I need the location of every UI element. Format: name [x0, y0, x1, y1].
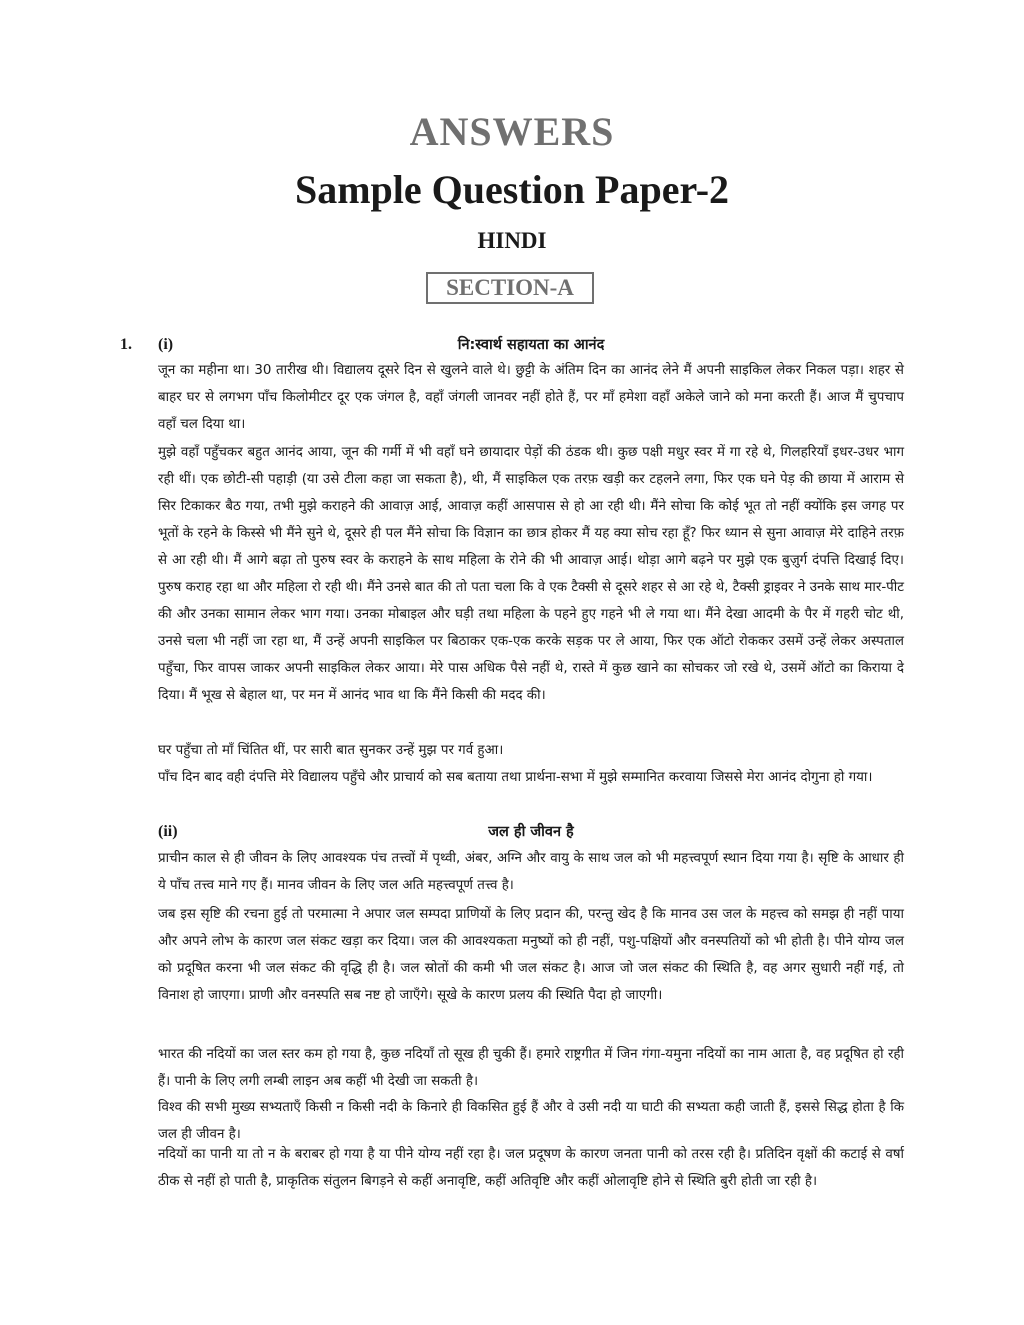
- paragraph: विश्व की सभी मुख्य सभ्यताएँ किसी न किसी नदी के किनारे ही विकसित हुई हैं और वे उसी नदी या घाटी की सभ्यता कही जाती हैं, इससे सिद्ध होता है कि जल ही जीवन है।: [158, 1100, 904, 1142]
- paragraph: नदियों का पानी या तो न के बराबर हो गया है या पीने योग्य नहीं रहा है। जल प्रदूषण के कारण जनता पानी को तरस रही है। प्रतिदिन वृक्षों की कटाई से वर्षा ठीक से नहीं हो पाती है, प्राकृतिक संतुलन बिगड़ने से कहीं अनावृष्टि, कहीं अतिवृष्टि और कहीं ओलावृष्टि होने से स्थिति बुरी होती जा रही है।: [158, 1147, 904, 1189]
- paragraph: मुझे वहाँ पहुँचकर बहुत आनंद आया, जून की गर्मी में भी वहाँ घने छायादार पेड़ों की ठंडक थी। कुछ पक्षी मधुर स्वर में गा रहे थे, गिलहरियाँ इधर-उधर भाग रही थीं। एक छोटी-सी पहाड़ी (या उसे टीला कहा जा सकता है), थी, मैं साइकिल एक तरफ़ खड़ी कर टहलने लगा, फिर एक घने पेड़ की छाया में आराम से सिर टिकाकर बैठ गया, तभी मुझे कराहने की आवाज़ आई, आवाज़ कहीं आसपास से हो आ रही थी। मैंने सोचा कि कोई भूत तो नहीं क्योंकि इस जगह पर भूतों के रहने के किस्से भी मैंने सुने थे, दूसरे ही पल मैंने सोचा कि विज्ञान का छात्र होकर मैं यह क्या सोच रहा हूँ? फिर ध्यान से सुना आवाज़ मेरे दाहिने तरफ़ से आ रही थी। मैं आगे बढ़ा तो पुरुष स्वर के कराहने के साथ महिला के रोने की भी आवाज़ आई। थोड़ा आगे बढ़ने पर मुझे एक बुज़ुर्ग दंपत्ति दिखाई दिए। पुरुष कराह रहा था और महिला रो रही थी। मैंने उनसे बात की तो पता चला कि वे एक टैक्सी से दूसरे शहर से आ रहे थे, टैक्सी ड्राइवर ने उनके साथ मार-पीट की और उनका सामान लेकर भाग गया। उनका मोबाइल और घड़ी तथा महिला के पहने हुए गहने भी ले गया था। मैंने देखा आदमी के पैर में गहरी चोट थी, उनसे चला भी नहीं जा रहा था, मैं उन्हें अपनी साइकिल पर बिठाकर एक-एक करके सड़क पर ले आया, फिर एक ऑटो रोककर उसमें उन्हें लेकर अस्पताल पहुँचा, फिर वापस जाकर अपनी साइकिल लेकर आया। मेरे पास अधिक पैसे नहीं थे, रास्ते में कुछ खाने का सोचकर जो रखे थे, उसमें ऑटो का किराया दे दिया। मैं भूख से बेहाल था, पर मन में आनंद भाव था कि मैंने किसी की मदद की।: [158, 445, 904, 703]
- answers-heading: ANSWERS: [409, 109, 615, 154]
- paragraph: जून का महीना था। 30 तारीख थी। विद्यालय दूसरे दिन से खुलने वाले थे। छुट्टी के अंतिम दिन का आनंद लेने मैं अपनी साइकिल लेकर निकल पड़ा। शहर से बाहर घर से लगभग पाँच किलोमीटर दूर एक जंगल है, वहाँ जंगली जानवर नहीं होते हैं, पर माँ हमेशा वहाँ अकेले जाने को मना करती हैं। आज मैं चुपचाप वहाँ चल दिया था।: [158, 363, 904, 432]
- paragraph: घर पहुँचा तो माँ चिंतित थीं, पर सारी बात सुनकर उन्हें मुझ पर गर्व हुआ।: [158, 743, 504, 758]
- part-label-ii: (ii): [158, 823, 178, 840]
- section-label: SECTION-A: [426, 272, 594, 304]
- paragraph: पाँच दिन बाद वही दंपत्ति मेरे विद्यालय पहुँचे और प्राचार्य को सब बताया तथा प्रार्थना-सभा में मुझे सम्मानित करवाया जिससे मेरा आनंद दोगुना हो गया।: [158, 770, 873, 785]
- part-label-i: (i): [158, 336, 174, 353]
- paragraph: जब इस सृष्टि की रचना हुई तो परमात्मा ने अपार जल सम्पदा प्राणियों के लिए प्रदान की, परन्तु खेद है कि मानव उस जल के महत्त्व को समझ ही नहीं पाया और अपने लोभ के कारण जल संकट खड़ा कर दिया। जल की आवश्यकता मनुष्यों को ही नहीं, पशु-पक्षियों और वनस्पतियों को भी होती है। पीने योग्य जल को प्रदूषित करना भी जल संकट की वृद्धि ही है। जल स्रोतों की कमी भी जल संकट है। आज जो जल संकट की स्थिति है, वह अगर सुधारी नहीं गई, तो विनाश हो जाएगा। प्राणी और वनस्पति सब नष्ट हो जाएँगे। सूखे के कारण प्रलय की स्थिति पैदा हो जाएगी।: [158, 907, 904, 1003]
- part-title-ii: जल ही जीवन है: [488, 824, 574, 840]
- part-title-i: नि:स्वार्थ सहायता का आनंद: [457, 337, 605, 353]
- paper-title: Sample Question Paper-2: [294, 167, 730, 212]
- paragraph: भारत की नदियों का जल स्तर कम हो गया है, कुछ नदियाँ तो सूख ही चुकी हैं। हमारे राष्ट्रगीत में जिन गंगा-यमुना नदियों का नाम आता है, वह प्रदूषित हो रही हैं। पानी के लिए लगी लम्बी लाइन अब कहीं भी देखी जा सकती है।: [158, 1047, 904, 1089]
- question-number: 1.: [120, 336, 132, 353]
- paragraph: प्राचीन काल से ही जीवन के लिए आवश्यक पंच तत्त्वों में पृथ्वी, अंबर, अग्नि और वायु के साथ जल को भी महत्त्वपूर्ण स्थान दिया गया है। सृष्टि के आधार ही ये पाँच तत्त्व माने गए हैं। मानव जीवन के लिए जल अति महत्त्वपूर्ण तत्त्व है।: [158, 851, 904, 893]
- subject-title: HINDI: [477, 228, 547, 253]
